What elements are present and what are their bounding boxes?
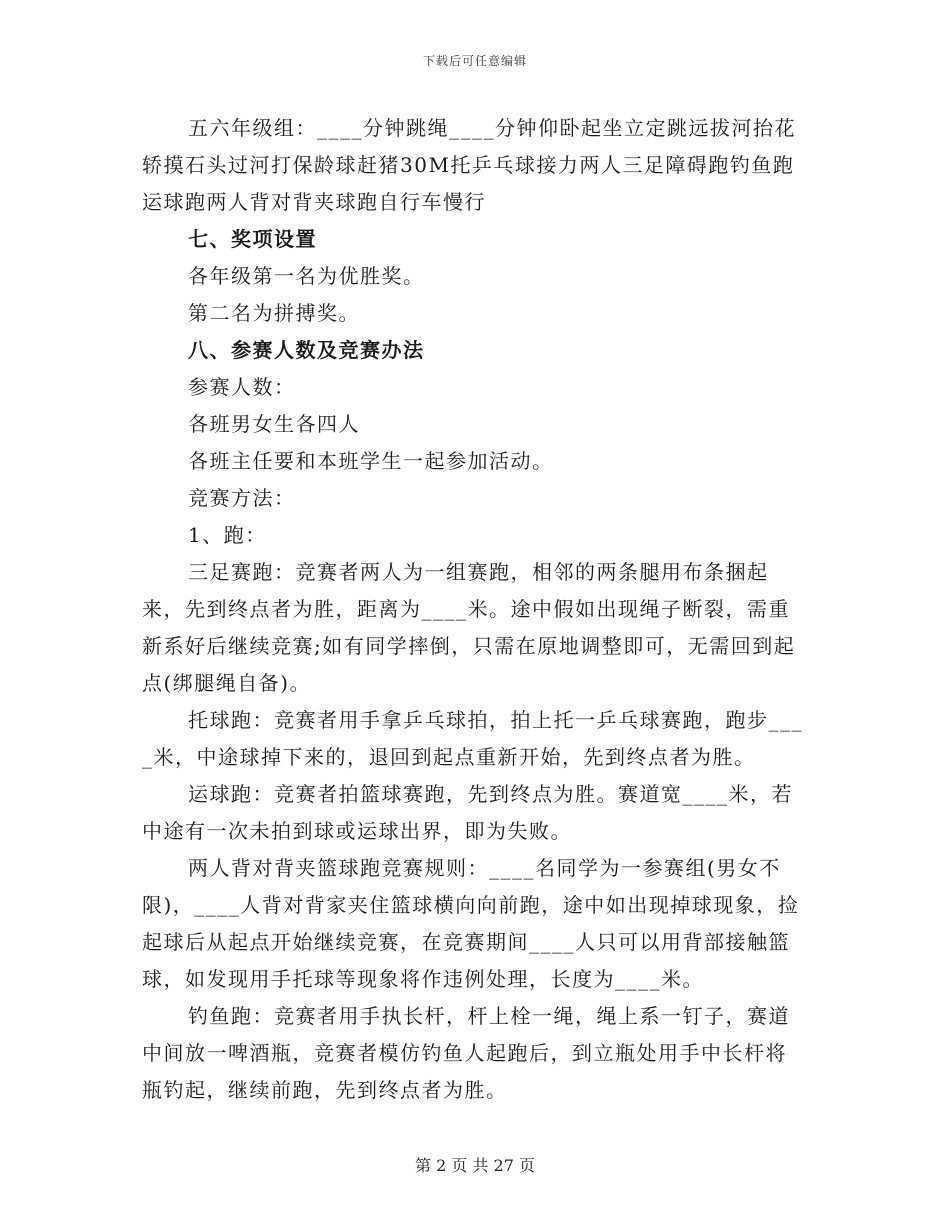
paragraph-participants-label: 参赛人数： [188, 375, 296, 399]
paragraph-fishing-race: 钓鱼跑：竞赛者用手执长杆，杆上栓一绳，绳上系一钉子，赛道中间放一啤酒瓶，竞赛者模仿钓鱼人起跑后，到立瓶处用手中长杆将瓶钓起，继续前跑，先到终点者为胜。 [142, 1004, 790, 1102]
paragraph-ball-balance-race: 托球跑：竞赛者用手拿乒乓球拍，拍上托一乒乓球赛跑，跑步____米，中途球掉下来的，退回到起点重新开始，先到终点者为胜。 [142, 708, 803, 769]
header-note: 下载后可任意编辑 [422, 54, 527, 68]
paragraph-dribble-race: 运球跑：竞赛者拍篮球赛跑，先到终点为胜。赛道宽____米，若中途有一次未拍到球或运球出界，即为失败。 [142, 782, 793, 843]
document-body [142, 110, 808, 1109]
paragraph-method-label: 竞赛方法： [188, 486, 296, 510]
paragraph-three-legged-race: 三足赛跑：竞赛者两人为一组赛跑，相邻的两条腿用布条捆起来，先到终点者为胜，距离为____米。途中假如出现绳子断裂，需重新系好后继续竞赛;如有同学摔倒，只需在原地调整即可，无需回到起点(绑腿绳自备)。 [142, 560, 796, 695]
paragraph-first-place: 各年级第一名为优胜奖。 [188, 264, 425, 288]
page-number: 第 2 页 共 27 页 [415, 1156, 535, 1175]
paragraph-events-grade-5-6: 五六年级组：____分钟跳绳____分钟仰卧起坐立定跳远拔河抬花轿摸石头过河打保龄球赶猪30M托乒乓球接力两人三足障碍跑钓鱼跑运球跑两人背对背夹球跑自行车慢行 [142, 116, 796, 214]
section-heading-awards: 七、奖项设置 [188, 227, 317, 251]
paragraph-back-to-back-race: 两人背对背夹篮球跑竞赛规则：____名同学为一参赛组(男女不限)，____人背对背家夹住篮球横向向前跑，途中如出现掉球现象，捡起球后从起点开始继续竞赛，在竞赛期间____人只可以用背部接触篮球，如发现用手托球等现象将作违例处理，长度为____米。 [142, 856, 800, 991]
paragraph-second-place: 第二名为拼搏奖。 [188, 301, 360, 325]
section-heading-participants: 八、参赛人数及竞赛办法 [188, 338, 425, 362]
paragraph-participants-count: 各班男女生各四人 [188, 412, 360, 436]
paragraph-run-label: 1、跑： [188, 523, 267, 547]
paragraph-teacher-participation: 各班主任要和本班学生一起参加活动。 [188, 449, 554, 473]
